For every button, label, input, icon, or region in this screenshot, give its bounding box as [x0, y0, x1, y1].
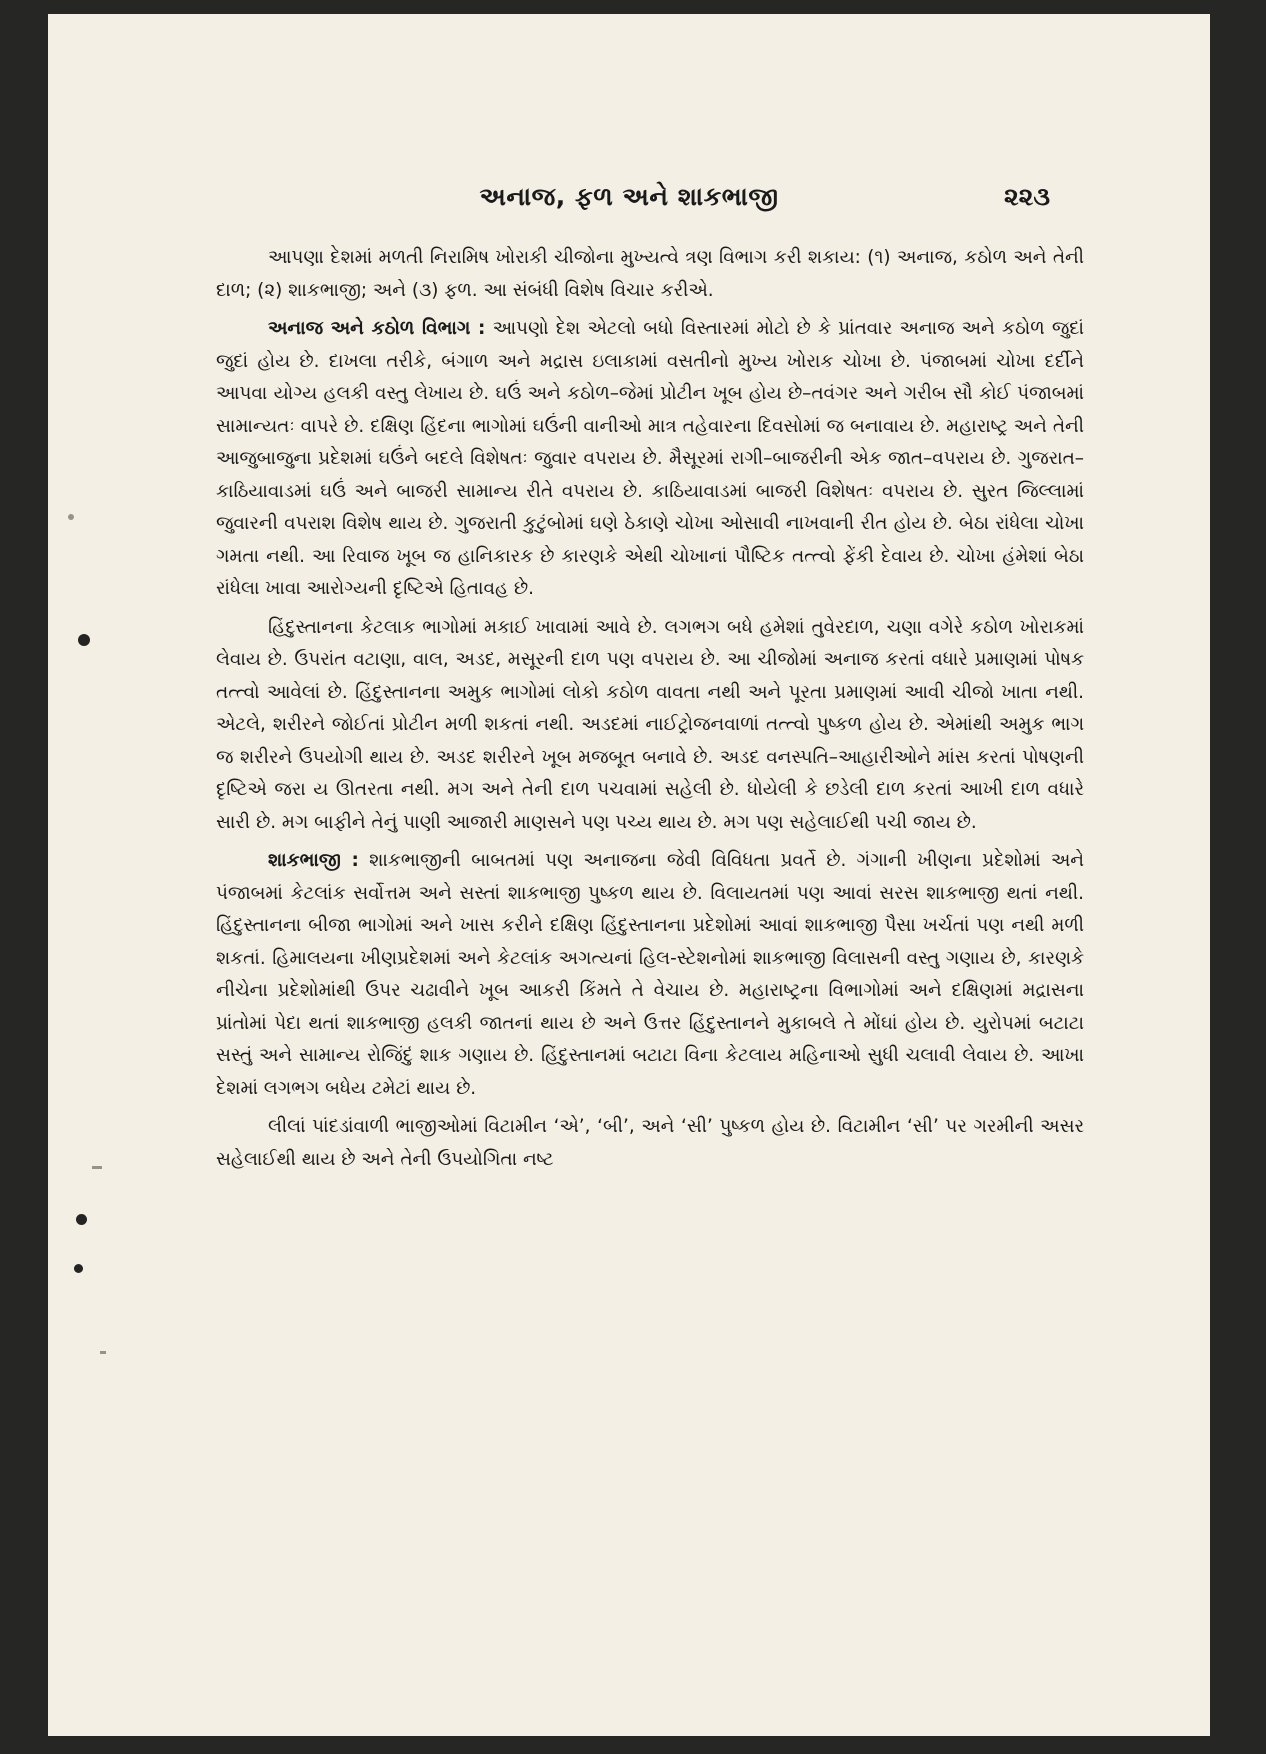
- paragraph-text: હિંદુસ્તાનના કેટલાક ભાગોમાં મકાઈ ખાવામાં આવે છે. લગભગ બધે હમેશાં તુવેરદાળ, ચણા વગેરે કઠોળ ખોરાકમાં લેવાય છે. ઉપરાંત વટાણા, વાલ, અડદ, મસૂરની દાળ પણ વપરાય છે. આ ચીજોમાં અનાજ કરતાં વધારે પ્રમાણમાં પોષક તત્ત્વો આવેલાં છે. હિંદુસ્તાનના અમુક ભાગોમાં લોકો કઠોળ વાવતા નથી અને પૂરતા પ્રમાણમાં આવી ચીજો ખાતા નથી. એટલે, શરીરને જોઈતાં પ્રોટીન મળી શકતાં નથી. અડદમાં નાઈટ્રોજનવાળાં તત્ત્વો પુષ્કળ હોય છે. એમાંથી અમુક ભાગ જ શરીરને ઉપયોગી થાય છે. અડદ શરીરને ખૂબ મજબૂત બનાવે છે. અડદ વનસ્પતિ–આહારીઓને માંસ કરતાં પોષણની દૃષ્ટિએ જરા ય ઊતરતા નથી. મગ અને તેની દાળ પચવામાં સહેલી છે. ધોયેલી કે છડેલી દાળ કરતાં આખી દાળ વધારે સારી છે. મગ બાફીને તેનું પાણી આજારી માણસને પણ પચ્ય થાય છે. મગ પણ સહેલાઈથી પચી જાય છે.: [216, 616, 1084, 833]
- binding-hole-mark: [76, 1214, 87, 1225]
- running-title: અનાજ, ફળ અને શાકભાજી: [479, 182, 779, 211]
- page-number: ૨૨૩: [1003, 182, 1050, 211]
- paragraph-vegetables: [216, 845, 1084, 1105]
- scan-speck: [92, 1166, 102, 1169]
- paragraph-intro: [216, 242, 1084, 307]
- paragraph-text: શાકભાજીની બાબતમાં પણ અનાજના જેવી વિવિધતા પ્રવર્તે છે. ગંગાની ખીણના પ્રદેશોમાં અને પંજાબમાં કેટલાંક સર્વોત્તમ અને સસ્તાં શાકભાજી પુષ્કળ થાય છે. વિલાયતમાં પણ આવાં સરસ શાકભાજી થતાં નથી. હિંદુસ્તાનના બીજા ભાગોમાં અને ખાસ કરીને દક્ષિણ હિંદુસ્તાનના પ્રદેશોમાં આવાં શાકભાજી પૈસા ખર્ચતાં પણ નથી મળી શકતાં. હિમાલયના ખીણપ્રદેશમાં અને કેટલાંક અગત્યનાં હિલ-સ્ટેશનોમાં શાકભાજી વિલાસની વસ્તુ ગણાય છે, કારણકે નીચેના પ્રદેશોમાંથી ઉપર ચઢાવીને ખૂબ આકરી કિંમતે તે વેચાય છે. મહારાષ્ટ્રના વિભાગોમાં અને દક્ષિણમાં મદ્રાસના પ્રાંતોમાં પેદા થતાં શાકભાજી હલકી જાતનાં થાય છે અને ઉત્તર હિંદુસ્તાનને મુકાબલે તે મોંઘાં હોય છે. યુરોપમાં બટાટા સસ્તું અને સામાન્ય રોજિંદું શાક ગણાય છે. હિંદુસ્તાનમાં બટાટા વિના કેટલાય મહિનાઓ સુધી ચલાવી લેવાય છે. આખા દેશમાં લગભગ બધેય ટમેટાં થાય છે.: [216, 850, 1084, 1099]
- binding-hole-mark: [74, 1264, 83, 1273]
- binding-hole-mark: [78, 634, 90, 646]
- book-page: [48, 14, 1210, 1736]
- section-heading-grains: અનાજ અને કઠોળ વિભાગ :: [268, 318, 486, 339]
- paragraph-pulses: [216, 612, 1084, 840]
- paragraph-grains-pulses: [216, 313, 1084, 606]
- page-header: [48, 182, 1210, 222]
- paragraph-text: લીલાં પાંદડાંવાળી ભાજીઓમાં વિટામીન ‘એ’, ‘બી’, અને ‘સી’ પુષ્કળ હોય છે. વિટામીન ‘સી’ પર ગરમીની અસર સહેલાઈથી થાય છે અને તેની ઉપયોગિતા નષ્ટ: [216, 1116, 1084, 1170]
- page-body: [216, 242, 1084, 1182]
- section-heading-vegetables: શાકભાજી :: [268, 850, 359, 871]
- paragraph-text: આપણા દેશમાં મળતી નિરામિષ ખોરાકી ચીજોના મુખ્યત્વે ત્રણ વિભાગ કરી શકાય: (૧) અનાજ, કઠોળ અને તેની દાળ; (૨) શાકભાજી; અને (૩) ફળ. આ સંબંધી વિશેષ વિચાર કરીએ.: [216, 247, 1084, 301]
- paragraph-vitamins: [216, 1111, 1084, 1176]
- paragraph-text: આપણો દેશ એટલો બધો વિસ્તારમાં મોટો છે કે પ્રાંતવાર અનાજ અને કઠોળ જુદાં જુદાં હોય છે. દાખલા તરીકે, બંગાળ અને મદ્રાસ ઇલાકામાં વસતીનો મુખ્ય ખોરાક ચોખા છે. પંજાબમાં ચોખા દર્દીને આપવા યોગ્ય હલકી વસ્તુ લેખાય છે. ઘઉં અને કઠોળ–જેમાં પ્રોટીન ખૂબ હોય છે–તવંગર અને ગરીબ સૌ કોઈ પંજાબમાં સામાન્યતઃ વાપરે છે. દક્ષિણ હિંદના ભાગોમાં ઘઉંની વાનીઓ માત્ર તહેવારના દિવસોમાં જ બનાવાય છે. મહારાષ્ટ્ર અને તેની આજુબાજુના પ્રદેશમાં ઘઉંને બદલે વિશેષતઃ જુવાર વપરાય છે. મૈસૂરમાં રાગી–બાજરીની એક જાત–વપરાય છે. ગુજરાત–કાઠિયાવાડમાં ઘઉં અને બાજરી સામાન્ય રીતે વપરાય છે. કાઠિયાવાડમાં બાજરી વિશેષતઃ વપરાય છે. સુરત જિલ્લામાં જુવારની વપરાશ વિશેષ થાય છે. ગુજરાતી કુટુંબોમાં ઘણે ઠેકાણે ચોખા ઓસાવી નાખવાની રીત હોય છે. બેઠા રાંધેલા ચોખા ગમતા નથી. આ રિવાજ ખૂબ જ હાનિકારક છે કારણકે એથી ચોખાનાં પૌષ્ટિક તત્ત્વો ફેંકી દેવાય છે. ચોખા હંમેશાં બેઠા રાંધેલા ખાવા આરોગ્યની દૃષ્ટિએ હિતાવહ છે.: [216, 318, 1085, 599]
- scan-speck: [68, 514, 74, 520]
- scan-speck: [100, 1351, 106, 1354]
